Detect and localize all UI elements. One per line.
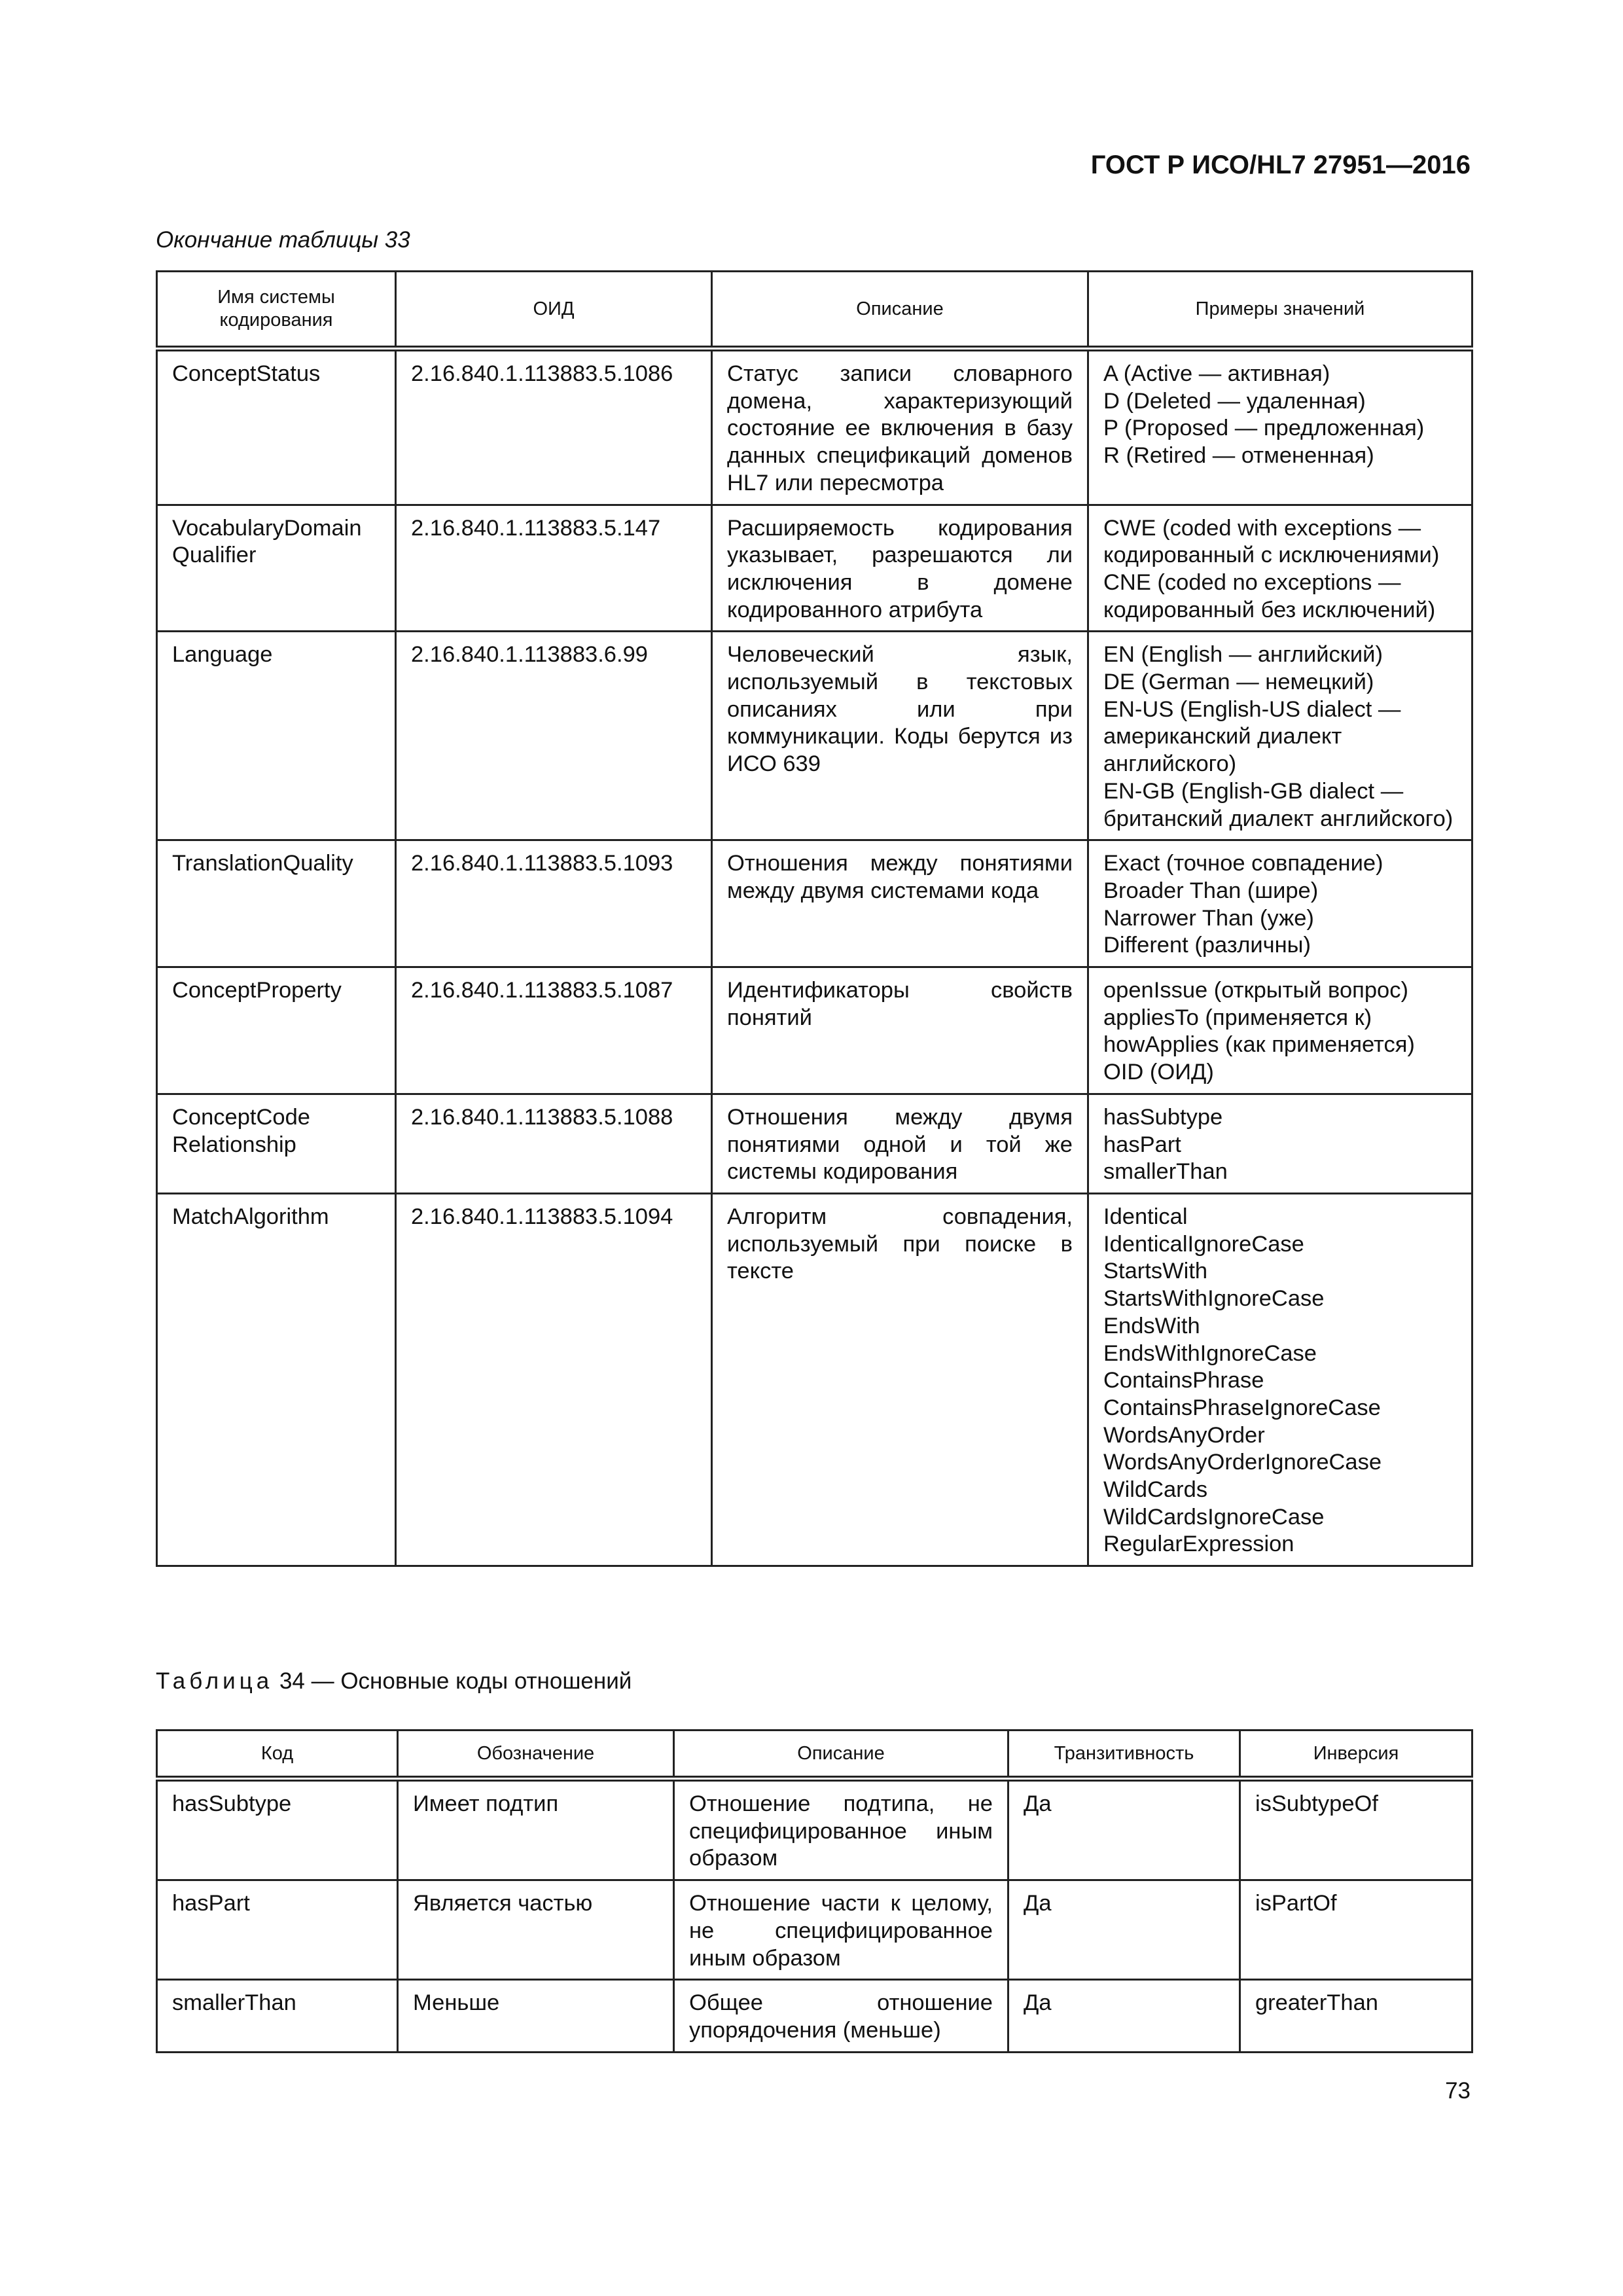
- designation-cell: Является частью: [398, 1880, 674, 1980]
- examples-cell: [1088, 632, 1472, 840]
- example-value: hasPart: [1103, 1132, 1181, 1157]
- description-cell: Отношения между двумя понятиями одной и той же системы кодирования: [712, 1094, 1088, 1193]
- examples-cell: [1088, 1193, 1472, 1566]
- examples-cell: [1088, 967, 1472, 1094]
- example-value: CNE (coded no exceptions — кодированный без исключений): [1103, 569, 1436, 622]
- table-row: [157, 967, 1472, 1094]
- description-cell: Отношение части к целому, не специфицированное иным образом: [674, 1880, 1008, 1980]
- example-value: WildCardsIgnoreCase: [1103, 1504, 1325, 1530]
- description-cell: Отношение подтипа, не специфицированное иным образом: [674, 1779, 1008, 1880]
- table-33-header-row: [157, 272, 1472, 349]
- table-34: [156, 1729, 1473, 2053]
- column-header-inverse: Инверсия: [1240, 1731, 1472, 1779]
- example-value: Exact (точное совпадение): [1103, 851, 1383, 876]
- examples-cell: [1088, 1094, 1472, 1193]
- example-value: P (Proposed — предложенная): [1103, 416, 1425, 441]
- transitivity-cell: Да: [1008, 1980, 1240, 2052]
- system-name-cell: TranslationQuality: [157, 840, 396, 967]
- description-cell: Расширяемость кодирования указывает, разрешаются ли исключения в домене кодированного атрибута: [712, 505, 1088, 632]
- example-value: ContainsPhraseIgnoreCase: [1103, 1395, 1381, 1420]
- page-number: 73: [1445, 2078, 1471, 2104]
- table-row: [157, 840, 1472, 967]
- system-name-cell: ConceptProperty: [157, 967, 396, 1094]
- table-row: [157, 505, 1472, 632]
- example-value: CWE (coded with exceptions — кодированный с исключениями): [1103, 515, 1440, 568]
- table-row: [157, 349, 1472, 505]
- table-34-header-row: [157, 1731, 1472, 1779]
- table-row: [157, 1980, 1472, 2052]
- example-value: openIssue (открытый вопрос): [1103, 978, 1408, 1003]
- description-cell: Общее отношение упорядочения (меньше): [674, 1980, 1008, 2052]
- example-value: EN-GB (English-GB dialect — британский диалект английского): [1103, 778, 1454, 831]
- example-value: howApplies (как применяется): [1103, 1032, 1415, 1058]
- table-row: [157, 1193, 1472, 1566]
- inverse-cell: isSubtypeOf: [1240, 1779, 1472, 1880]
- code-cell: smallerThan: [157, 1980, 398, 2052]
- table-row: [157, 1880, 1472, 1980]
- example-value: A (Active — активная): [1103, 361, 1330, 386]
- example-value: WordsAnyOrder: [1103, 1422, 1265, 1448]
- standard-number: ГОСТ Р ИСО/HL7 27951—2016: [1090, 151, 1471, 179]
- inverse-cell: greaterThan: [1240, 1980, 1472, 2052]
- transitivity-cell: Да: [1008, 1779, 1240, 1880]
- system-name-cell: ConceptCode Relationship: [157, 1094, 396, 1193]
- table-row: [157, 632, 1472, 840]
- example-value: StartsWith: [1103, 1259, 1208, 1284]
- example-value: ContainsPhrase: [1103, 1368, 1264, 1393]
- example-value: RegularExpression: [1103, 1532, 1294, 1557]
- system-name-cell: ConceptStatus: [157, 349, 396, 505]
- example-value: EN (English — английский): [1103, 642, 1383, 668]
- description-cell: Идентификаторы свойств понятий: [712, 967, 1088, 1094]
- table-33: [156, 270, 1473, 1567]
- examples-cell: [1088, 505, 1472, 632]
- code-cell: hasPart: [157, 1880, 398, 1980]
- table-row: [157, 1094, 1472, 1193]
- table-34-caption-prefix: Таблица: [156, 1668, 274, 1694]
- example-value: WordsAnyOrderIgnoreCase: [1103, 1450, 1382, 1475]
- designation-cell: Меньше: [398, 1980, 674, 2052]
- system-name-cell: MatchAlgorithm: [157, 1193, 396, 1566]
- transitivity-cell: Да: [1008, 1880, 1240, 1980]
- example-value: R (Retired — отмененная): [1103, 443, 1374, 469]
- example-value: StartsWithIgnoreCase: [1103, 1286, 1325, 1312]
- table-34-caption-title: 34 — Основные коды отношений: [273, 1668, 632, 1694]
- table-34-caption: [156, 1667, 632, 1696]
- oid-cell: 2.16.840.1.113883.6.99: [396, 632, 712, 840]
- examples-cell: [1088, 349, 1472, 505]
- example-value: OID (ОИД): [1103, 1060, 1214, 1085]
- code-cell: hasSubtype: [157, 1779, 398, 1880]
- description-cell: Человеческий язык, используемый в текстовых описаниях или при коммуникации. Коды берутся из ИСО 639: [712, 632, 1088, 840]
- designation-cell: Имеет подтип: [398, 1779, 674, 1880]
- example-value: appliesTo (применяется к): [1103, 1005, 1372, 1030]
- example-value: D (Deleted — удаленная): [1103, 388, 1366, 414]
- column-header-system-name: Имя системы кодирования: [157, 272, 396, 349]
- example-value: IdenticalIgnoreCase: [1103, 1231, 1304, 1257]
- description-cell: Статус записи словарного домена, характеризующий состояние ее включения в базу данных спецификаций доменов HL7 или пересмотра: [712, 349, 1088, 505]
- system-name-cell: VocabularyDomain Qualifier: [157, 505, 396, 632]
- example-value: EndsWith: [1103, 1313, 1200, 1338]
- column-header-examples: Примеры значений: [1088, 272, 1472, 349]
- table-33-caption: Окончание таблицы 33: [156, 227, 410, 253]
- example-value: Different (различны): [1103, 933, 1311, 958]
- system-name-cell: Language: [157, 632, 396, 840]
- oid-cell: 2.16.840.1.113883.5.1087: [396, 967, 712, 1094]
- oid-cell: 2.16.840.1.113883.5.1093: [396, 840, 712, 967]
- column-header-oid: ОИД: [396, 272, 712, 349]
- description-cell: Отношения между понятиями между двумя системами кода: [712, 840, 1088, 967]
- example-value: DE (German — немецкий): [1103, 670, 1374, 695]
- oid-cell: 2.16.840.1.113883.5.1094: [396, 1193, 712, 1566]
- column-header-description: Описание: [712, 272, 1088, 349]
- example-value: Broader Than (шире): [1103, 878, 1319, 903]
- example-value: hasSubtype: [1103, 1104, 1223, 1130]
- examples-cell: [1088, 840, 1472, 967]
- example-value: Narrower Than (уже): [1103, 905, 1314, 931]
- column-header-code: Код: [157, 1731, 398, 1779]
- column-header-transitivity: Транзитивность: [1008, 1731, 1240, 1779]
- example-value: Identical: [1103, 1204, 1188, 1229]
- inverse-cell: isPartOf: [1240, 1880, 1472, 1980]
- oid-cell: 2.16.840.1.113883.5.147: [396, 505, 712, 632]
- example-value: EN-US (English-US dialect — американский диалект английского): [1103, 696, 1401, 777]
- table-row: [157, 1779, 1472, 1880]
- column-header-designation: Обозначение: [398, 1731, 674, 1779]
- example-value: smallerThan: [1103, 1159, 1228, 1185]
- example-value: WildCards: [1103, 1477, 1208, 1503]
- description-cell: Алгоритм совпадения, используемый при поиске в тексте: [712, 1193, 1088, 1566]
- example-value: EndsWithIgnoreCase: [1103, 1340, 1317, 1366]
- column-header-description: Описание: [674, 1731, 1008, 1779]
- oid-cell: 2.16.840.1.113883.5.1086: [396, 349, 712, 505]
- oid-cell: 2.16.840.1.113883.5.1088: [396, 1094, 712, 1193]
